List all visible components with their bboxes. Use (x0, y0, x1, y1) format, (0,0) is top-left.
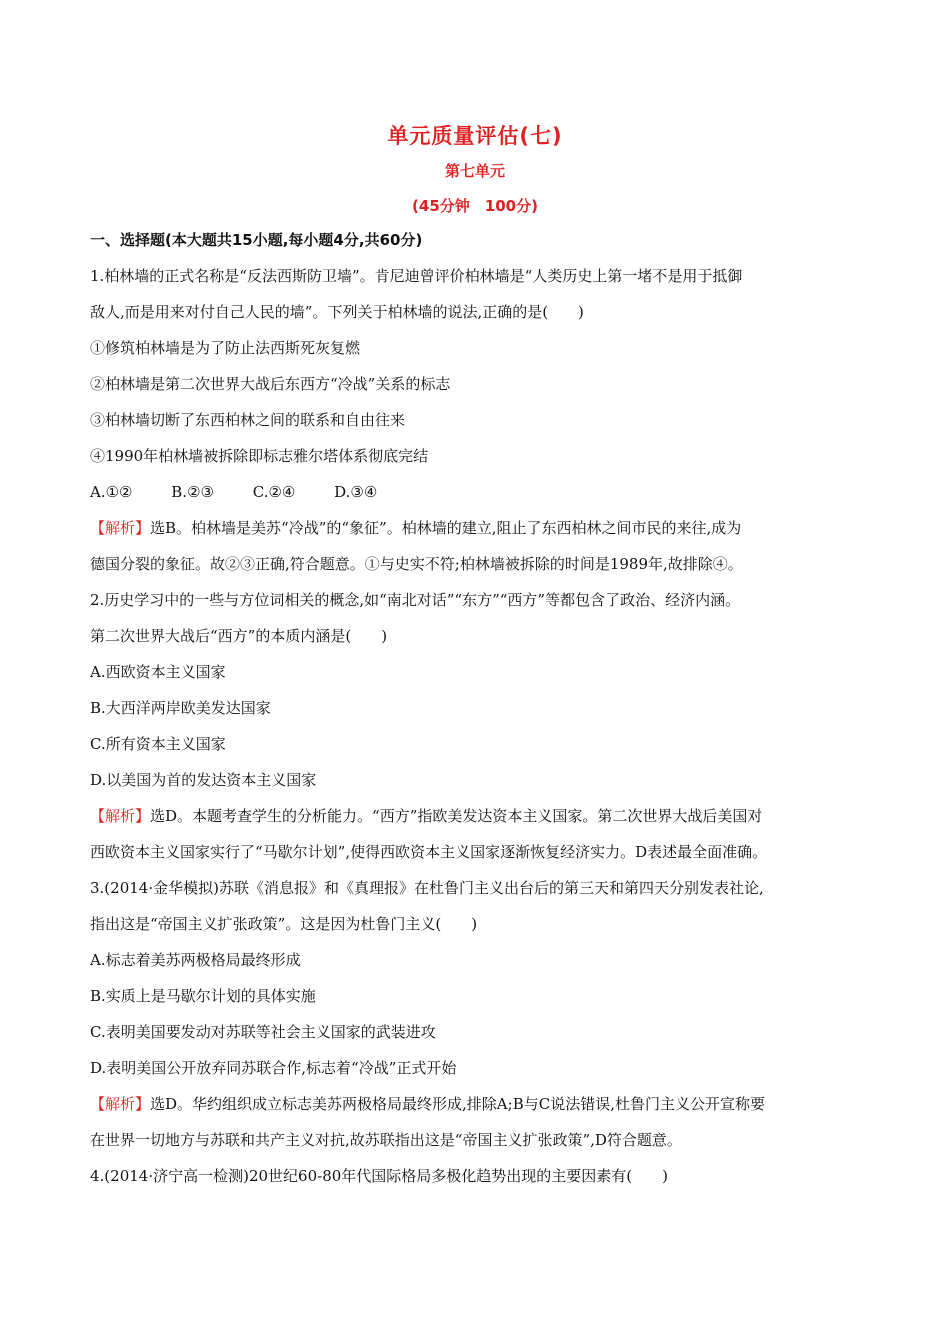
questions-body (90, 258, 870, 1194)
section-heading: 一、选择题(本大题共15小题,每小题4分,共60分) (90, 231, 423, 249)
option-b: B.②③ (171, 483, 214, 501)
question-3-option-d: D.表明美国公开放弃同苏联合作,标志着“冷战”正式开始 (90, 1059, 457, 1077)
analysis-text: 选B。柏林墙是美苏“冷战”的“象征”。柏林墙的建立,阻止了东西柏林之间市民的来往,成为 (150, 519, 742, 537)
question-2-analysis-line-2: 西欧资本主义国家实行了“马歇尔计划”,使得西欧资本主义国家逐渐恢复经济实力。D表述最全面准确。 (90, 843, 768, 861)
analysis-label: 【解析】 (90, 807, 151, 825)
question-2-option-b: B.大西洋两岸欧美发达国家 (90, 699, 271, 717)
question-2-stem-line-2: 第二次世界大战后“西方”的本质内涵是( ) (90, 627, 388, 645)
unit-subtitle: 第七单元 (444, 162, 505, 180)
analysis-text: 选D。本题考查学生的分析能力。“西方”指欧美发达资本主义国家。第二次世界大战后美国对 (150, 807, 763, 825)
option-c: C.②④ (252, 483, 296, 501)
question-2-option-c: C.所有资本主义国家 (90, 735, 226, 753)
question-3-stem-line-1: 3.(2014·金华模拟)苏联《消息报》和《真理报》在杜鲁门主义出台后的第三天和第四天分别发表社论, (90, 879, 764, 897)
question-1-stem-line-1: 1.柏林墙的正式名称是“反法西斯防卫墙”。肯尼迪曾评价柏林墙是“人类历史上第一堵不是用于抵御 (90, 267, 743, 285)
question-3-option-c: C.表明美国要发动对苏联等社会主义国家的武装进攻 (90, 1023, 436, 1041)
question-2-analysis-line-1 (90, 798, 870, 834)
analysis-label: 【解析】 (90, 519, 151, 537)
question-2-stem-line-1: 2.历史学习中的一些与方位词相关的概念,如“南北对话”“东方”“西方”等都包含了政治、经济内涵。 (90, 591, 741, 609)
question-3-stem-line-2: 指出这是“帝国主义扩张政策”。这是因为杜鲁门主义( ) (90, 915, 478, 933)
time-score-line: (45分钟 100分) (412, 197, 538, 215)
option-d: D.③④ (334, 483, 378, 501)
question-1-stem-line-2: 敌人,而是用来对付自己人民的墙”。下列关于柏林墙的说法,正确的是( ) (90, 303, 584, 321)
question-1-item-3: ③柏林墙切断了东西柏林之间的联系和自由往来 (90, 411, 406, 429)
question-3-analysis-line-1 (90, 1086, 870, 1122)
question-1-analysis-line-2: 德国分裂的象征。故②③正确,符合题意。①与史实不符;柏林墙被拆除的时间是1989年,故排除④。 (90, 555, 743, 573)
question-2-option-a: A.西欧资本主义国家 (90, 663, 226, 681)
question-3-option-a: A.标志着美苏两极格局最终形成 (90, 951, 301, 969)
analysis-label: 【解析】 (90, 1095, 151, 1113)
question-1-item-1: ①修筑柏林墙是为了防止法西斯死灰复燃 (90, 339, 361, 357)
question-1-options (90, 474, 870, 510)
question-1-item-4: ④1990年柏林墙被拆除即标志雅尔塔体系彻底完结 (90, 447, 429, 465)
question-3-option-b: B.实质上是马歇尔计划的具体实施 (90, 987, 316, 1005)
question-1-analysis-line-1 (90, 510, 870, 546)
question-1-item-2: ②柏林墙是第二次世界大战后东西方“冷战”关系的标志 (90, 375, 451, 393)
page-title: 单元质量评估(七) (387, 124, 563, 148)
question-2-option-d: D.以美国为首的发达资本主义国家 (90, 771, 317, 789)
question-4-stem-line-1: 4.(2014·济宁高一检测)20世纪60-80年代国际格局多极化趋势出现的主要因素有( ) (90, 1167, 668, 1185)
question-3-analysis-line-2: 在世界一切地方与苏联和共产主义对抗,故苏联指出这是“帝国主义扩张政策”,D符合题意。 (90, 1131, 682, 1149)
analysis-text: 选D。华约组织成立标志美苏两极格局最终形成,排除A;B与C说法错误,杜鲁门主义公开宣称要 (150, 1095, 765, 1113)
option-a: A.①② (90, 483, 133, 501)
